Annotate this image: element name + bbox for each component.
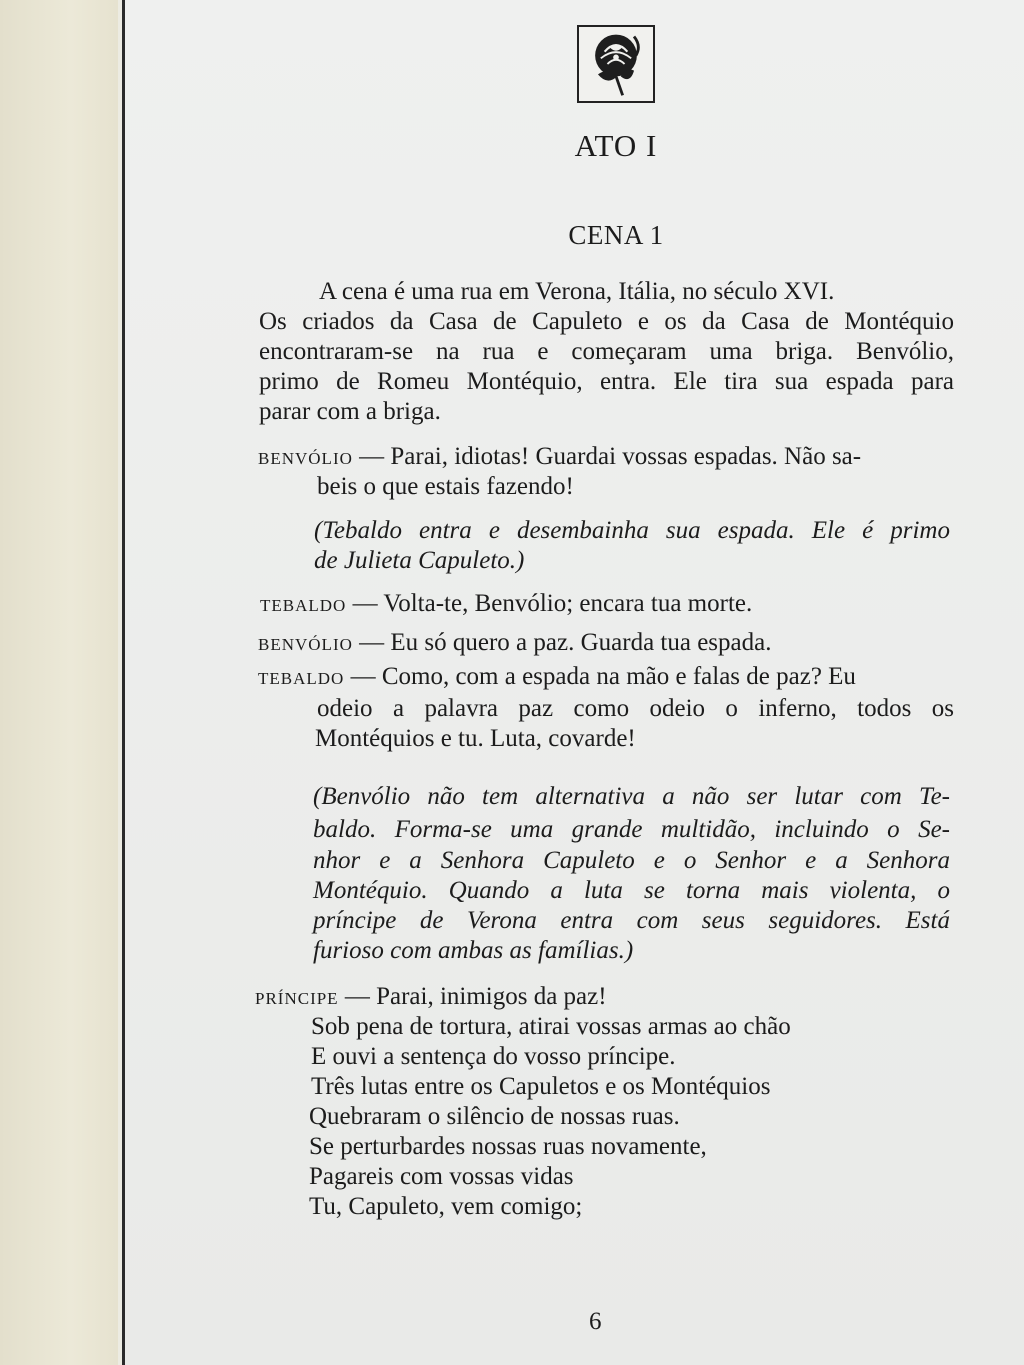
verse-line: Sob pena de tortura, atirai vossas armas ao chão — [311, 1013, 791, 1040]
speaker-name: PRÍNCIPE — [255, 989, 339, 1008]
dialogue-line: — Como, com a espada na mão e falas de paz? Eu — [350, 663, 856, 690]
verse-line: Quebraram o silêncio de nossas ruas. — [309, 1103, 680, 1130]
dialogue-line: Montéquios e tu. Luta, covarde! — [315, 725, 636, 752]
stage-direction-line: nhor e a Senhora Capuleto e o Senhor e a Senhora — [313, 847, 950, 874]
stage-direction-line: (Tebaldo entra e desembainha sua espada. Ele é primo — [314, 517, 950, 544]
verse-line: Três lutas entre os Capuletos e os Montéquios — [311, 1073, 771, 1100]
dialogue-entry — [258, 442, 861, 474]
dialogue-line: — Parai, inimigos da paz! — [344, 983, 607, 1010]
facing-page-edge — [0, 0, 118, 1365]
dialogue-entry — [258, 628, 771, 660]
dialogue-line: beis o que estais fazendo! — [317, 473, 574, 500]
verse-line: Se perturbardes nossas ruas novamente, — [309, 1133, 707, 1160]
dialogue-line: — Eu só quero a paz. Guarda tua espada. — [359, 629, 772, 656]
dialogue-line: — Parai, idiotas! Guardai vossas espadas. Não sa- — [359, 443, 862, 470]
stage-direction-line: de Julieta Capuleto.) — [314, 547, 525, 574]
speaker-name: BENVÓLIO — [258, 635, 353, 654]
rose-ornament-icon — [577, 25, 655, 103]
scene-title: CENA 1 — [568, 220, 664, 250]
dialogue-line: — Volta-te, Benvólio; encara tua morte. — [352, 590, 753, 617]
verse-line: Tu, Capuleto, vem comigo; — [309, 1193, 583, 1220]
page-number: 6 — [589, 1308, 602, 1335]
stage-direction-line: príncipe de Verona entra com seus seguidores. Está — [313, 907, 950, 934]
dialogue-entry — [258, 662, 856, 694]
speaker-name: TEBALDO — [260, 596, 347, 615]
stage-direction-line: furioso com ambas as famílias.) — [313, 937, 634, 964]
dialogue-entry — [260, 589, 752, 621]
speaker-name: BENVÓLIO — [258, 449, 353, 468]
stage-direction-line: baldo. Forma-se uma grande multidão, incluindo o Se- — [313, 816, 950, 843]
verse-line: E ouvi a sentença do vosso príncipe. — [311, 1043, 676, 1070]
stage-direction-line: Montéquio. Quando a luta se torna mais violenta, o — [313, 877, 950, 904]
dialogue-entry — [255, 982, 607, 1014]
stage-direction-line: (Benvólio não tem alternativa a não ser lutar com Te- — [313, 783, 950, 810]
dialogue-line: odeio a palavra paz como odeio o inferno, todos os — [317, 695, 954, 722]
verse-line: Pagareis com vossas vidas — [309, 1163, 574, 1190]
intro-line: encontraram-se na rua e começaram uma briga. Benvólio, — [259, 338, 954, 365]
speaker-name: TEBALDO — [258, 669, 345, 688]
intro-line: Os criados da Casa de Capuleto e os da Casa de Montéquio — [259, 308, 954, 335]
intro-line: primo de Romeu Montéquio, entra. Ele tira sua espada para — [259, 368, 954, 395]
act-title: ATO I — [574, 128, 658, 163]
intro-line: A cena é uma rua em Verona, Itália, no século XVI. — [319, 278, 835, 305]
intro-line: parar com a briga. — [259, 398, 441, 425]
